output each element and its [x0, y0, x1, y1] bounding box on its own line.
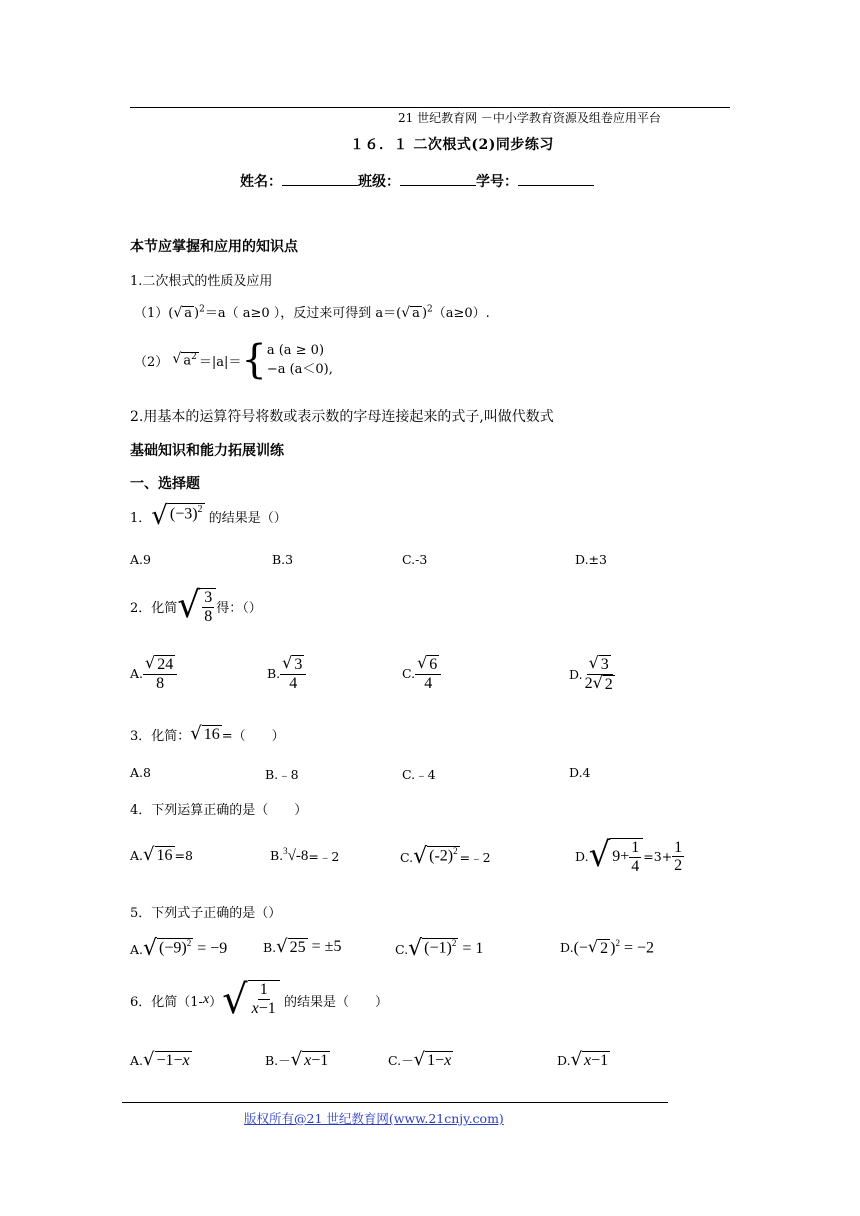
- knowledge-point-1: 1.二次根式的性质及应用: [130, 274, 273, 289]
- class-blank[interactable]: [400, 171, 476, 186]
- q6-option-d[interactable]: D. √ x−1: [557, 1049, 609, 1070]
- knowledge-heading: 本节应掌握和应用的知识点: [130, 239, 298, 255]
- section-choice: 一、选择题: [130, 476, 200, 492]
- q6-option-c[interactable]: C.－ √ 1−x: [388, 1049, 452, 1070]
- q1-option-a[interactable]: A.9: [130, 552, 151, 567]
- student-info-line: [240, 171, 594, 191]
- question-6: 6．化简（1- x ） √ $\frac{1}{x-1}$ 的结果是（ ）: [130, 977, 388, 1023]
- footer-rule: [122, 1102, 668, 1103]
- question-5: 5．下列式子正确的是（）: [130, 906, 282, 921]
- question-4: 4．下列运算正确的是（ ）: [130, 803, 308, 818]
- q3-option-d[interactable]: D.4: [569, 765, 591, 780]
- q3-option-c[interactable]: C.﹣4: [402, 767, 436, 782]
- q4-option-c[interactable]: C. √ $(-2)^2$ =﹣2: [400, 844, 491, 869]
- q1-option-c[interactable]: C.-3: [402, 552, 428, 567]
- name-blank[interactable]: [282, 171, 358, 186]
- q4-option-d[interactable]: D. √ 9+ $\frac{1}{4}$ =3+ $\frac{1}{2}$: [575, 835, 683, 875]
- question-1: 1． √ $(-3)^2$ 的结果是（）: [130, 501, 287, 531]
- q1-option-d[interactable]: D.±3: [575, 552, 607, 567]
- q2-option-b[interactable]: B. √ 3 4: [267, 655, 306, 692]
- knowledge-formula-1: （1）( √ a )$^2$＝a（ a≥0 ），反过来可得到 a＝( √ a )$^2$（a≥0）.: [134, 304, 490, 321]
- question-3: 3．化简： √ 16 =（ ）: [130, 723, 285, 745]
- q5-option-c[interactable]: C. √ $(-1)^2$ = 1: [395, 936, 484, 961]
- knowledge-formula-2: （2） √ $a^2$ ＝|a|＝ { a (a ≥ 0) −a (a＜0),: [134, 337, 333, 383]
- header-site-text: 21 世纪教育网 －中小学教育资源及组卷应用平台: [398, 111, 661, 125]
- header-rule: [130, 107, 730, 108]
- q2-option-d[interactable]: D. √ 3 2 √ 2: [569, 653, 613, 693]
- id-label: 学号：: [476, 174, 518, 190]
- q5-option-d[interactable]: D. (− √ 2 )$^2$ = −2: [560, 937, 654, 958]
- q2-option-c[interactable]: C. √ 6 4: [402, 655, 441, 692]
- q4-option-a[interactable]: A. √ 16 =8: [130, 844, 193, 865]
- q3-option-b[interactable]: B.﹣8: [265, 767, 299, 782]
- footer-copyright-link[interactable]: 版权所有@21 世纪教育网(www.21cnjy.com): [244, 1111, 504, 1126]
- page-title: １６．１ 二次根式(2)同步练习: [350, 137, 554, 153]
- knowledge-point-2: 2.用基本的运算符号将数或表示数的字母连接起来的式子,叫做代数式: [130, 409, 554, 425]
- question-2: 2．化简 √ $\frac{3}{8}$ 得：（）: [130, 585, 262, 626]
- name-label: 姓名：: [240, 174, 282, 190]
- q1-option-b[interactable]: B.3: [272, 552, 294, 567]
- q2-option-a[interactable]: A. √ 24 8: [130, 655, 177, 692]
- q4-option-b[interactable]: B. $^3$√-8 =﹣2: [270, 846, 340, 864]
- q5-option-a[interactable]: A. √ $(-9)^2$ = −9: [130, 936, 228, 961]
- q6-option-a[interactable]: A. √ −1−x: [130, 1049, 190, 1070]
- id-blank[interactable]: [518, 171, 594, 186]
- training-heading: 基础知识和能力拓展训练: [130, 443, 284, 459]
- q6-option-b[interactable]: B.－ √ x−1: [265, 1049, 329, 1070]
- q5-option-b[interactable]: B. √ 25 = ±5: [263, 936, 342, 957]
- class-label: 班级：: [358, 174, 400, 190]
- q3-option-a[interactable]: A.8: [130, 765, 151, 780]
